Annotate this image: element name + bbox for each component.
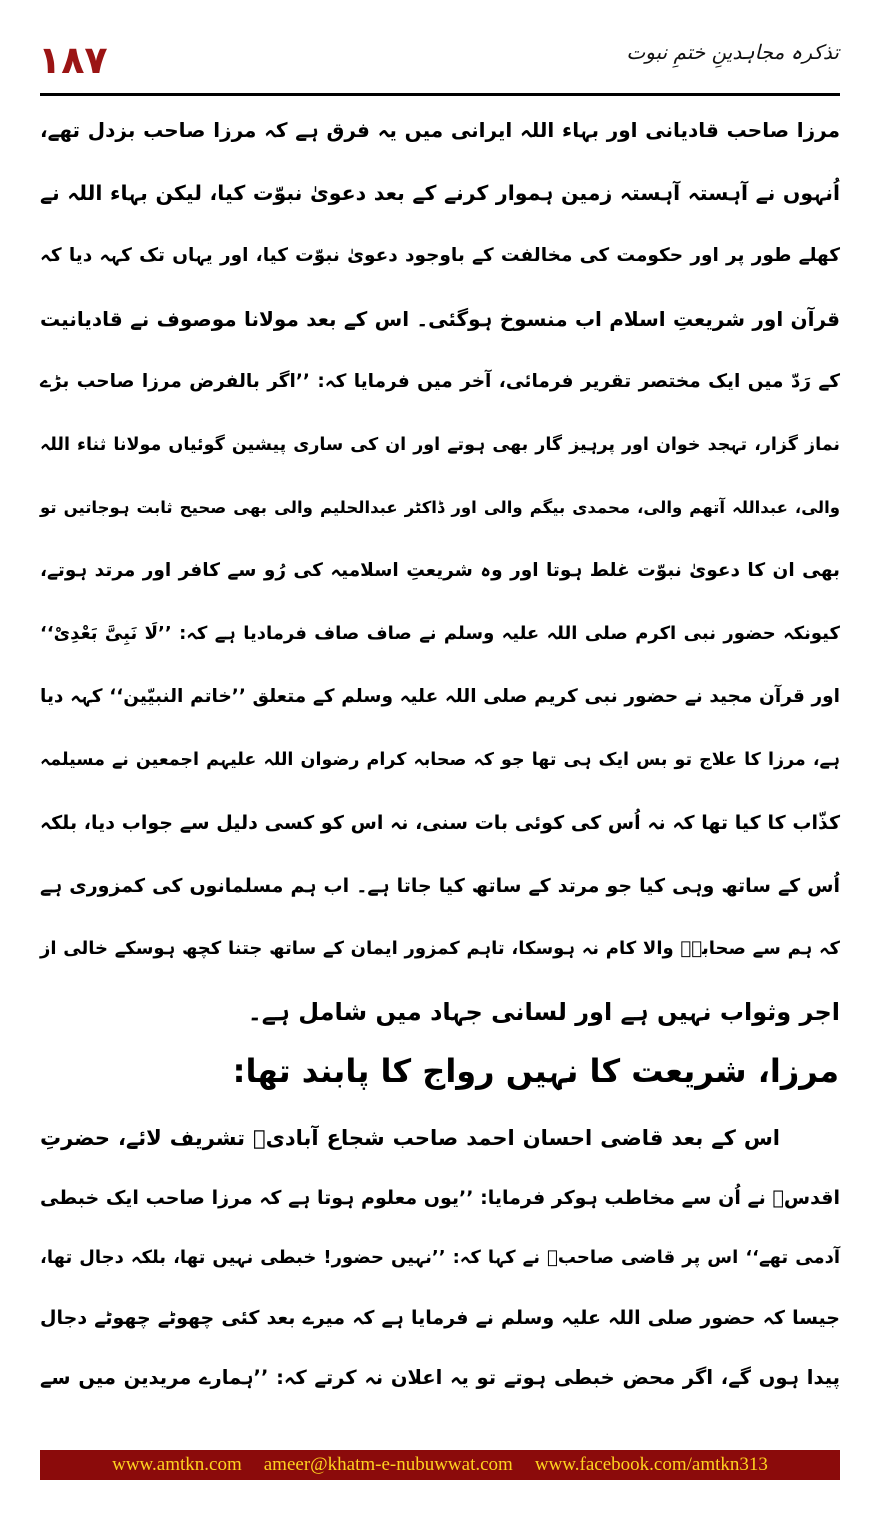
page-number: ۱۸۷ bbox=[38, 38, 108, 82]
text-line: کھلے طور پر اور حکومت کی مخالفت کے باوجود دعویٰ نبوّت کیا، اور یہاں تک کہہ دیا کہ bbox=[40, 245, 840, 266]
website-link[interactable]: www.amtkn.com bbox=[112, 1454, 242, 1475]
footer-bar bbox=[40, 1450, 840, 1480]
text-line: کہ ہم سے صحابہؓ والا کام نہ ہوسکا، تاہم کمزور ایمان کے ساتھ جتنا کچھ ہوسکے خالی از bbox=[40, 938, 840, 959]
text-line: جیسا کہ حضور صلی اللہ علیہ وسلم نے فرمایا ہے کہ میرے بعد کئی چھوٹے چھوٹے دجال bbox=[40, 1307, 840, 1329]
text-line: پیدا ہوں گے، اگر محض خبطی ہوتے تو یہ اعلان نہ کرتے کہ: ’’ہمارے مریدین میں سے bbox=[40, 1366, 840, 1389]
text-line: اُس کے ساتھ وہی کیا جو مرتد کے ساتھ کیا جاتا ہے۔ اب ہم مسلمانوں کی کمزوری ہے bbox=[40, 875, 840, 897]
text-line: اور قرآن مجید نے حضور نبی کریم صلی اللہ علیہ وسلم کے متعلق ’’خاتم النبیّین‘‘ کہہ دیا bbox=[40, 686, 840, 707]
text-line: کذّاب کا کیا تھا کہ نہ اُس کی کوئی بات سنی، نہ اس کو کسی دلیل سے جواب دیا، بلکہ bbox=[40, 812, 840, 834]
text-line: کے رَدّ میں ایک مختصر تقریر فرمائی، آخر میں فرمایا کہ: ’’اگر بالفرض مرزا صاحب بڑے bbox=[40, 371, 840, 392]
text-line: آدمی تھے‘‘ اس پر قاضی صاحبؒ نے کہا کہ: ’’نہیں حضور! خبطی نہیں تھا، بلکہ دجال تھا، bbox=[40, 1247, 840, 1268]
text-line: مرزا صاحب قادیانی اور بہاء اللہ ایرانی میں یہ فرق ہے کہ مرزا صاحب بزدل تھے، bbox=[40, 118, 840, 142]
header-divider bbox=[40, 93, 840, 96]
text-line: والی، عبداللہ آتھم والی، محمدی بیگم والی اور ڈاکٹر عبدالحلیم والی بھی صحیح ثابت ہوجاتیں تو bbox=[40, 498, 840, 517]
book-title: تذکرہ مجاہدینِ ختمِ نبوت bbox=[626, 40, 839, 64]
facebook-link[interactable]: www.facebook.com/amtkn313 bbox=[534, 1454, 768, 1475]
text-line: قرآن اور شریعتِ اسلام اب منسوخ ہوگئی۔ اس کے بعد مولانا موصوف نے قادیانیت bbox=[40, 307, 840, 331]
email-link[interactable]: ameer@khatm-e-nubuwwat.com bbox=[263, 1454, 513, 1475]
text-line: اجر وثواب نہیں ہے اور لسانی جہاد میں شامل ہے۔ bbox=[247, 998, 840, 1026]
text-line: اس کے بعد قاضی احسان احمد صاحب شجاع آبادیؒ تشریف لائے، حضرتِ bbox=[40, 1126, 780, 1150]
text-line: اقدسؒ نے اُن سے مخاطب ہوکر فرمایا: ’’یوں معلوم ہوتا ہے کہ مرزا صاحب ایک خبطی bbox=[40, 1187, 840, 1209]
text-line: کیونکہ حضور نبی اکرم صلی اللہ علیہ وسلم نے صاف صاف فرمادیا ہے کہ: ’’لَا نَبِیَّ بَعْدِیْ‘‘ bbox=[40, 623, 840, 644]
text-line: نماز گزار، تہجد خوان اور پرہیز گار بھی ہوتے اور ان کی ساری پیشین گوئیاں مولانا ثناء اللہ bbox=[40, 435, 840, 455]
text-line: ہے، مرزا کا علاج تو بس ایک ہی تھا جو کہ صحابہ کرام رضوان اللہ علیہم اجمعین نے مسیلمہ bbox=[40, 750, 840, 770]
text-line: اُنہوں نے آہستہ آہستہ زمین ہموار کرنے کے بعد دعویٰ نبوّت کیا، لیکن بہاء اللہ نے bbox=[40, 181, 840, 205]
section-heading: مرزا، شریعت کا نہیں رواج کا پابند تھا: bbox=[232, 1052, 839, 1090]
text-line: بھی ان کا دعویٰ نبوّت غلط ہوتا اور وہ شریعتِ اسلامیہ کی رُو سے کافر اور مرتد ہوتے، bbox=[40, 560, 840, 581]
